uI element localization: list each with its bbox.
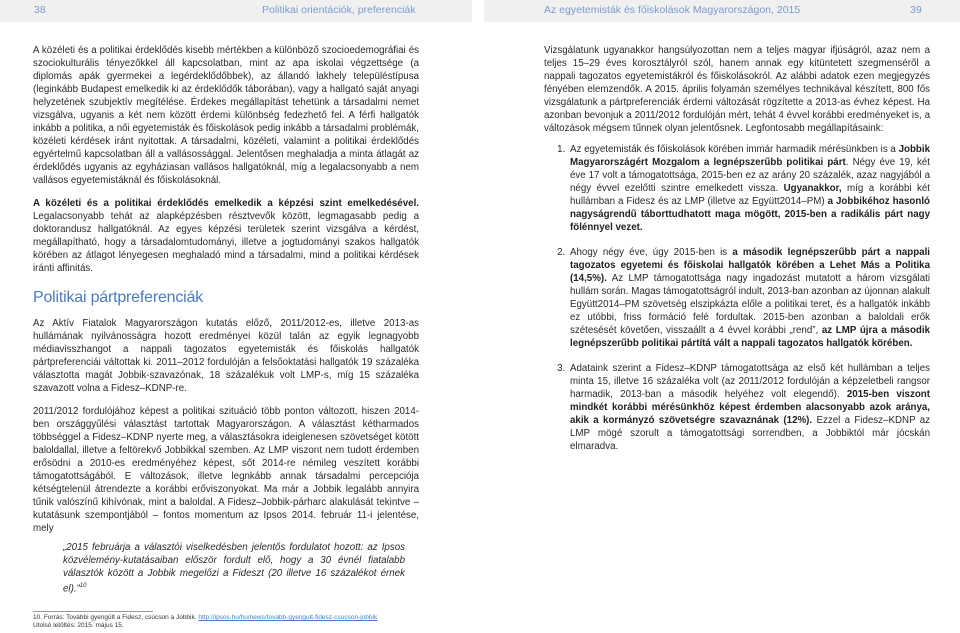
right-header-bar	[484, 0, 960, 22]
bold-text: a második legnépszerűbb párt a nappali tagozatos egyetemi és főiskolai hallgatók körében a Lehet Más a Politika (14,5%).	[570, 247, 930, 284]
bold-text: Jobbik Magyarországért Mozgalom a legnépszerűbb politikai párt	[570, 144, 930, 168]
list-item	[568, 143, 930, 234]
paragraph-text: Legalacsonyabb tehát az alapképzésben résztvevők között, legmagasabb pedig a doktorandusz hallgatóknál. Az egyes képzési területek szerint vizsgálva a kérdést, megállapítható, hogy a társadalomtudományi, illetve a jogtudományi szakos hallgatók körében az átlagot lényegesen meghaladó mind a társadalmi, mind a politikai kérdések iránti affinitás.	[33, 211, 419, 274]
bold-text: Ugyanakkor,	[783, 183, 842, 194]
footnote-date: Utolsó letöltés: 2015. május 15.	[33, 622, 124, 629]
footnote	[33, 614, 419, 622]
footnote-divider	[33, 611, 153, 612]
left-running-title: Politikai orientációk, preferenciák	[262, 4, 416, 16]
bold-text: a Jobbikéhoz hasonló nagyságrendű táborttudhatott maga mögött, 2015-ben a radikális párt nagy fölénnyel vezet.	[570, 196, 930, 233]
footnote-link[interactable]: http://ipsos.hu/hu/news/tovabb-gyengult-fidesz-csucson-jobbik	[198, 614, 378, 621]
right-page-number: 39	[910, 4, 922, 16]
paragraph: 2011/2012 fordulójához képest a politikai szituáció több ponton változott, hiszen 2014-ben országgyűlési választást tartottak Magyarországon. A választást kétharmados többséggel a Fidesz–KDNP nyerte meg, a választásokra ideiglenesen szövetséget kötött baloldallal, illetve a feltörekvő Jobbikkal szemben. Az LMP viszont nem tudott érdemben erősödni a 2010-es eredményéhez képest, sőt 2014-re némileg veszített korábbi támogatottságából. E változások, illetve legnkább annak társadalmi percepciója kétségtelenül átrendezte a korábbi erőviszonyokat. Ma már a Jobbik legalább annyira tűnik valószínű kihívónak, mint a baloldal. A Fidesz–Jobbik-párharc alakulását tekintve – kutatásunk szempontjából – fontos momentum az Ipsos 2014. február 11-i jelentése, mely	[33, 406, 419, 534]
footnote-ref[interactable]: 10	[79, 583, 87, 589]
section-heading: Politikai pártpreferenciák	[33, 289, 203, 306]
list-text: míg a korábbi két hullámban a Fidesz és az LMP (illetve az Együtt2014–PM)	[570, 183, 930, 207]
bold-lead: A közéleti és a politikai érdeklődés emelkedik a képzési szint emelkedésével.	[33, 198, 419, 209]
block-quote	[63, 541, 405, 595]
list-text: Ahogy négy éve, úgy 2015-ben is	[570, 247, 733, 258]
bold-text: 2015-ben viszont mindkét korábbi mérésünkhöz képest érdemben alacsonyabb azok aránya, akik a kormányzó szövetségre szavaznának (12%).	[570, 389, 930, 426]
footnote-text: 10. Forrás: További gyengült a Fidesz, csúcson a Jobbik.	[33, 614, 199, 621]
paragraph	[33, 197, 419, 275]
paragraph: Vizsgálatunk ugyanakkor hangsúlyozottan nem a teljes magyar ifjúságról, azaz nem a teljes 15–29 éves korosztályról szól, hanem annak egy kitüntetett szegmenséről a nappali tagozatos egyetemistákról és főiskolásokról. Az alábbi adatok ezen megjegyzés fényében elemzendők. A 2015. április folyamán személyes technikával készített, 800 fős vizsgálatunk a pártpreferenciák érdemi változását rögzítette a 2013-as évhez képest. Ha azonban bevonjuk a 2011/2012 fordulóján mért, tehát 4 évvel korábbi eredményeket is, a változások mégsem tűnnek olyan jelentősnek. Legfontosabb megállapításaink:	[544, 45, 930, 134]
left-page-number: 38	[34, 4, 46, 16]
left-header-bar	[0, 0, 472, 22]
list-item	[568, 362, 930, 453]
list-item	[568, 246, 930, 350]
left-column	[33, 44, 419, 595]
bold-text: az LMP újra a második legnépszerűbb politikai pártítá vált a nappali tagozatos hallgatók körében.	[570, 325, 930, 349]
list-text: Az LMP támogatottsága nagy ingadozást mutatott a három vizsgálati hullám során. Magas támogatottságról indult, 2013-ban azonban az újonnan alakult Együtt2014–PM szövetség elszipkázta előle a politikai teret, és a hallgatók inkább ez utóbbi, friss formáció felé fordultak. 2015-ben azonban a baloldali erők szétesését követően, visszaállt a 4 évvel korábbi „rend”,	[570, 273, 930, 336]
page-header	[0, 0, 960, 22]
footnotes	[33, 611, 419, 630]
list-text: Az egyetemisták és főiskolások körében immár harmadik mérésünkben is a	[570, 144, 899, 155]
quote-text: „2015 februárja a választói viselkedésben jelentős fordulatot hozott: az Ipsos közvélemény-kutatásaiban először fordult elő, hogy a 30 évnél fiatalabb választók között a Jobbik megelőzi a Fideszt (20 illetve 16 százalékot érnek el).”	[63, 542, 405, 595]
findings-list	[544, 143, 930, 453]
paragraph: A közéleti és a politikai érdeklődés kisebb mértékben a különböző szocioedemográfiai és szociokulturális tényezőkkel áll kapcsolatban, mint az apa iskolai végzettsége (a diplomás apák gyermekei a legérdeklődőbbek), az állandó lakhely településtípusa (leginkább Budapest emelkedik ki az érdeklődők táborában), vagy a hallgató saját anyagi helyzetének szubjektív megítélése. Érdekes megállapítást tehetünk a társadalmi nemet vizsgálva, ugyanis a két nem között érdemi különbség fedezhető fel. A férfi hallgatók inkább a politika, a női egyetemisták és főiskolások pedig inkább a társadalmi problémák, közéleti kérdések iránt nyitottak. A társadalmi, közéleti, valamint a politikai érdeklődés egyértelmű kapcsolatban áll a vallásossággal. Jelentősen meghaladja a minta átlagát az érdeklődés ugyanis az egyháziasan vallásos hallgatóknál, míg a legalacsonyabb a nem vallásos egyetemistáknál és főiskolásoknál.	[33, 45, 419, 186]
list-text: Adataink szerint a Fidesz–KDNP támogatottsága az első két hullámban a teljes minta 15, illetve 16 százaléka volt (az 2011/2012 fordulóján a képzeletbeli rangsor harmadik, 2013-ban a második helyéhez volt elegendő).	[570, 363, 930, 400]
paragraph: Az Aktív Fiatalok Magyarországon kutatás előző, 2011/2012-es, illetve 2013-as hullámának nyilvánosságra hozott eredményei közül talán az egyik legnagyobb médiavisszhangot a nappali tagozatos egyetemisták és főiskolás hallgatók pártpreferenciái váltottak ki. 2011–2012 fordulóján a felsőoktatási hallgatók 19 százaléka választotta magát Jobbik-szavazónak, 18 százalékuk volt LMP-s, míg 15 százaléka szavazott volna a Fidesz–KDNP-re.	[33, 318, 419, 394]
list-text: Ezzel a Fidesz–KDNP az LMP mögé szorult a támogatottsági sorrendben, a Jobbiktól már jócskán elmaradva.	[570, 415, 930, 452]
list-text: . Négy éve 19, két éve 17 volt a támogatottsága, 2015-ben ez az arány 20 százalék, azaz nagyjából a négy évvel ezelőtti szintre emelkedett vissza.	[570, 157, 930, 194]
right-running-title: Az egyetemisták és főiskolások Magyarországon, 2015	[544, 4, 801, 16]
right-column	[544, 44, 930, 465]
